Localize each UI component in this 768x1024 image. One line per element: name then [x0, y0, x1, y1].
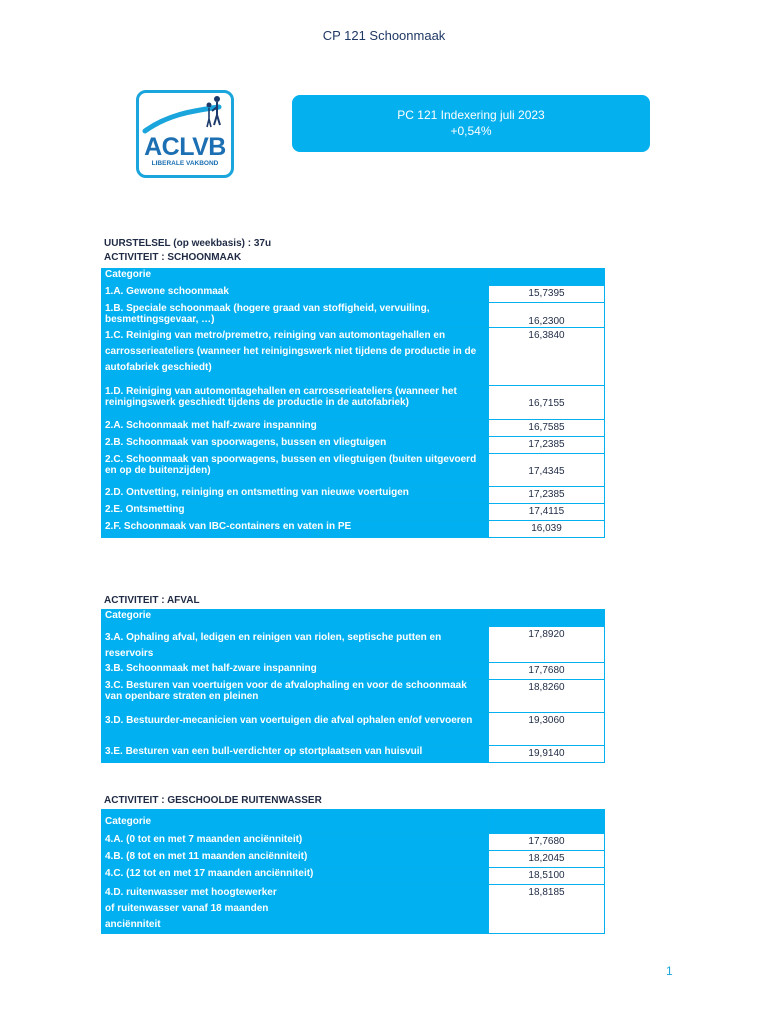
category-label: 4.D. ruitenwasser met hoogtewerker of ruitenwasser vanaf 18 maanden anciënniteit	[102, 885, 489, 934]
document-title: CP 121 Schoonmaak	[322, 28, 446, 43]
table-row	[102, 386, 605, 420]
category-label: 3.E. Besturen van een bull-verdichter op stortplaatsen van huisvuil	[102, 746, 489, 763]
category-label: 4.A. (0 tot en met 7 maanden anciënniteit)	[102, 834, 489, 851]
wage-value: 17,2385	[489, 487, 605, 504]
category-label: 2.C. Schoonmaak van spoorwagens, bussen en vliegtuigen (buiten uitgevoerd en op de buitenzijden)	[102, 454, 489, 487]
category-label: 3.A. Ophaling afval, ledigen en reinigen van riolen, septische putten en reservoirs	[102, 627, 489, 663]
column-header-value	[489, 610, 605, 627]
column-header-value	[489, 810, 605, 834]
column-header-category: Categorie	[102, 610, 489, 627]
category-label: 4.C. (12 tot en met 17 maanden anciënniteit)	[102, 868, 489, 885]
wage-value: 15,7395	[489, 286, 605, 303]
page-number: 1	[666, 964, 673, 978]
table-row	[102, 420, 605, 437]
category-label: 3.D. Bestuurder-mecanicien van voertuigen die afval ophalen en/of vervoeren	[102, 713, 489, 746]
table-afval	[101, 609, 605, 763]
wage-value: 17,7680	[489, 663, 605, 680]
wage-value: 16,2300	[489, 303, 605, 328]
schedule-label: UURSTELSEL (op weekbasis) : 37u	[104, 238, 272, 249]
column-header-category: Categorie	[102, 269, 489, 286]
banner-title: PC 121 Indexering juli 2023	[397, 108, 545, 122]
logo-wordmark: ACLVB	[144, 133, 226, 161]
category-label: 2.E. Ontsmetting	[102, 504, 489, 521]
column-header-value	[489, 269, 605, 286]
category-label: 2.B. Schoonmaak van spoorwagens, bussen en vliegtuigen	[102, 437, 489, 454]
table-row	[102, 713, 605, 746]
table-row	[102, 885, 605, 934]
wage-value: 17,8920	[489, 627, 605, 663]
wage-value: 18,8260	[489, 680, 605, 713]
table-row	[102, 328, 605, 386]
indexation-banner	[292, 95, 650, 152]
table-row	[102, 663, 605, 680]
wage-value: 18,8185	[489, 885, 605, 934]
table-row	[102, 680, 605, 713]
category-label: 3.B. Schoonmaak met half-zware inspanning	[102, 663, 489, 680]
wage-value: 17,4115	[489, 504, 605, 521]
table-schoonmaak	[101, 268, 605, 538]
category-label: 1.D. Reiniging van automontagehallen en carrosserieateliers (wanneer het reinigingswerk geschiedt tijdens de productie in de autofabriek)	[102, 386, 489, 420]
table-row	[102, 303, 605, 328]
table-header-row	[102, 269, 605, 286]
category-label: 2.D. Ontvetting, reiniging en ontsmetting van nieuwe voertuigen	[102, 487, 489, 504]
table-header-row	[102, 810, 605, 834]
wage-value: 17,7680	[489, 834, 605, 851]
section-title-afval: ACTIVITEIT : AFVAL	[104, 595, 200, 606]
table-row	[102, 437, 605, 454]
category-label: 4.B. (8 tot en met 11 maanden anciënniteit)	[102, 851, 489, 868]
wage-value: 16,7155	[489, 386, 605, 420]
banner-percentage: +0,54%	[450, 124, 492, 138]
table-row	[102, 868, 605, 885]
table-row	[102, 851, 605, 868]
table-ruitenwasser	[101, 809, 605, 934]
category-label: 1.A. Gewone schoonmaak	[102, 286, 489, 303]
wage-value: 16,7585	[489, 420, 605, 437]
wage-value: 17,4345	[489, 454, 605, 487]
table-row	[102, 286, 605, 303]
wage-value: 16,039	[489, 521, 605, 538]
column-header-category: Categorie	[102, 810, 489, 834]
section-title-ruitenwasser: ACTIVITEIT : GESCHOOLDE RUITENWASSER	[104, 795, 322, 806]
table-header-row	[102, 610, 605, 627]
wage-value: 19,9140	[489, 746, 605, 763]
category-label: 1.C. Reiniging van metro/premetro, reiniging van automontagehallen en carrosserieateliers (wanneer het reinigingswerk niet tijdens de productie in de autofabriek geschiedt)	[102, 328, 489, 386]
table-row	[102, 746, 605, 763]
table-row	[102, 487, 605, 504]
table-row	[102, 504, 605, 521]
table-row	[102, 834, 605, 851]
aclvb-logo	[136, 90, 234, 178]
category-label: 2.A. Schoonmaak met half-zware inspanning	[102, 420, 489, 437]
wage-value: 17,2385	[489, 437, 605, 454]
table-row	[102, 521, 605, 538]
wage-value: 16,3840	[489, 328, 605, 386]
wage-value: 19,3060	[489, 713, 605, 746]
table-row	[102, 454, 605, 487]
wage-value: 18,2045	[489, 851, 605, 868]
logo-subtitle: LIBERALE VAKBOND	[151, 160, 219, 167]
wage-value: 18,5100	[489, 868, 605, 885]
category-label: 2.F. Schoonmaak van IBC-containers en vaten in PE	[102, 521, 489, 538]
category-label: 3.C. Besturen van voertuigen voor de afvalophaling en voor de schoonmaak van openbare straten en pleinen	[102, 680, 489, 713]
section-title-schoonmaak: ACTIVITEIT : SCHOONMAAK	[104, 252, 242, 263]
table-row	[102, 627, 605, 663]
category-label: 1.B. Speciale schoonmaak (hogere graad van stoffigheid, vervuiling, besmettingsgevaar, …)	[102, 303, 489, 328]
